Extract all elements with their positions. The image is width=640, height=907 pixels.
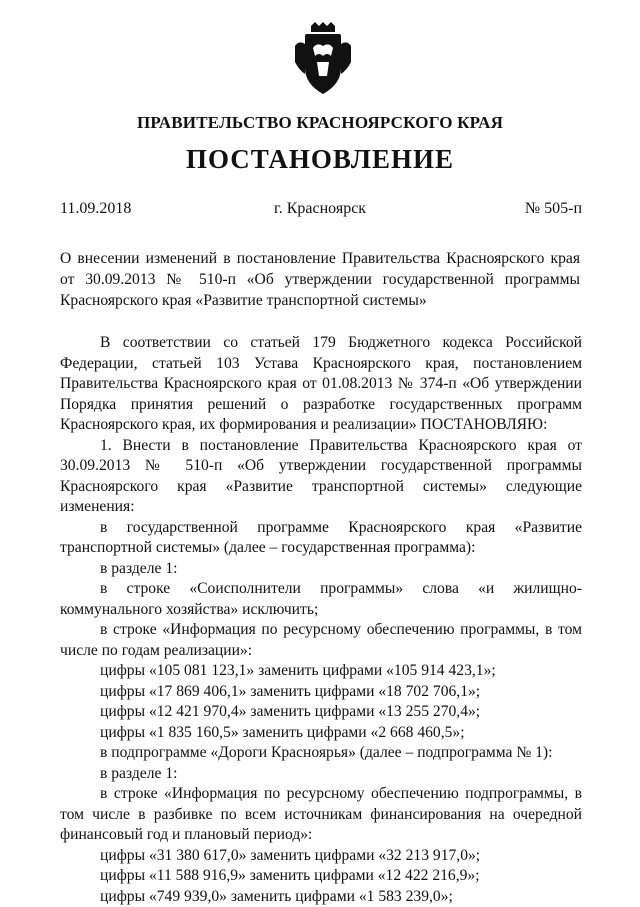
document-body — [60, 333, 582, 907]
paragraph: цифры «17 869 406,1» заменить цифрами «18 702 706,1»; — [60, 682, 582, 703]
paragraph: В соответствии со статьей 179 Бюджетного кодекса Российской Федерации, статьей 103 Устава Красноярского края, постановлением Правительства Красноярского края от 01.08.2013 № 374-п «Об утверждении Порядка принятия решений о разработке государственных программ Красноярского края, их формирования и реализации» ПОСТАНОВЛЯЮ: — [60, 333, 582, 436]
document-date: 11.09.2018 — [60, 200, 131, 218]
paragraph: в подпрограмме «Дороги Красноярья» (далее – подпрограмма № 1): — [60, 743, 582, 764]
paragraph: цифры «1 835 160,5» заменить цифрами «2 668 460,5»; — [60, 723, 582, 744]
paragraph: в строке «Соисполнители программы» слова «и жилищно-коммунального хозяйства» исключить; — [60, 579, 582, 620]
paragraph: в государственной программе Красноярского края «Развитие транспортной системы» (далее – государственная программа): — [60, 518, 582, 559]
paragraph: цифры «749 939,0» заменить цифрами «1 583 239,0»; — [60, 887, 582, 907]
paragraph: в строке «Информация по ресурсному обеспечению подпрограммы, в том числе в разбивке по всем источникам финансирования на очередной финансовый год и плановый период»: — [60, 784, 582, 846]
paragraph: цифры «12 421 970,4» заменить цифрами «13 255 270,4»; — [60, 702, 582, 723]
document-city: г. Красноярск — [0, 200, 640, 218]
paragraph: цифры «105 081 123,1» заменить цифрами «105 914 423,1»; — [60, 661, 582, 682]
paragraph: цифры «31 380 617,0» заменить цифрами «32 213 917,0»; — [60, 846, 582, 867]
document-type: ПОСТАНОВЛЕНИЕ — [0, 144, 640, 175]
document-title: О внесении изменений в постановление Правительства Красноярского края от 30.09.2013 № 510-п «Об утверждении государственной программы Красноярского края «Развитие транспортной системы» — [60, 248, 580, 311]
coat-of-arms-icon — [293, 22, 353, 98]
organization-name: ПРАВИТЕЛЬСТВО КРАСНОЯРСКОГО КРАЯ — [0, 113, 640, 133]
document-number: № 505-п — [525, 200, 582, 218]
paragraph: в строке «Информация по ресурсному обеспечению программы, в том числе по годам реализации»: — [60, 620, 582, 661]
paragraph: цифры «11 588 916,9» заменить цифрами «12 422 216,9»; — [60, 866, 582, 887]
paragraph: в разделе 1: — [60, 764, 582, 785]
paragraph: в разделе 1: — [60, 559, 582, 580]
paragraph: 1. Внести в постановление Правительства Красноярского края от 30.09.2013 № 510-п «Об утверждении государственной программы Красноярского края «Развитие транспортной системы» следующие изменения: — [60, 436, 582, 518]
